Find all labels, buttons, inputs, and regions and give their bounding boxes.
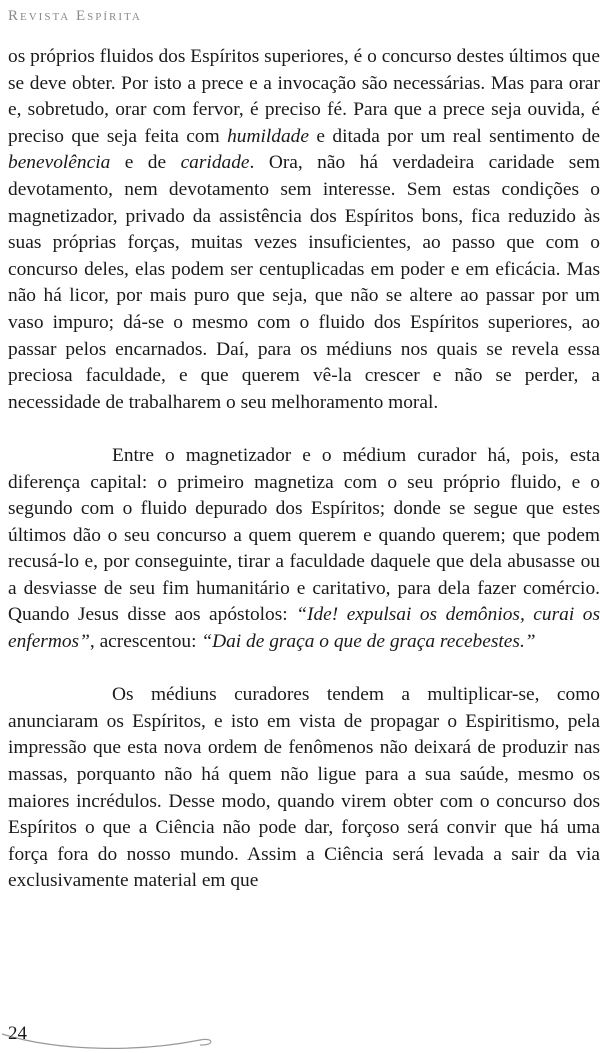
paragraph <box>8 44 600 416</box>
text-run: Os médiuns curadores tendem a multiplicar-se, como anunciaram os Espíritos, e isto em vista de propagar o Espiritismo, pela impressão que esta nova ordem de fenômenos não deixará de produzir nas massas, porquanto não há quem não ligue para a sua saúde, mesmo os maiores incrédulos. Desse modo, quando virem obter com o concurso dos Espíritos o que a Ciência não pode dar, forçoso será convir que há uma força fora do nosso mundo. Assim a Ciência será levada a sair da via exclusivamente material em que <box>8 684 600 892</box>
paragraph <box>8 682 600 895</box>
italic-run: humildade <box>227 125 309 147</box>
italic-run: caridade <box>180 152 250 174</box>
italic-run: benevolência <box>8 152 111 174</box>
running-header: Revista Espírita <box>8 8 142 24</box>
text-run: e de <box>110 152 181 174</box>
text-run: os próprios fluidos dos Espíritos superiores, é o concurso destes últimos que se deve obter. Por isto a prece e a invocação são necessárias. Mas para orar e, sobretudo, orar com fervor, é preciso fé. Para que a prece seja ouvida, é preciso que seja feita com <box>8 46 600 147</box>
text-run: , acrescentou: <box>89 631 202 653</box>
paragraph <box>8 443 600 656</box>
text-run: e ditada por um real sentimento de <box>308 125 600 147</box>
text-run: Entre o magnetizador e o médium curador há, pois, esta diferença capital: o primeiro magnetiza com o seu próprio fluido, e o segundo com o fluido depurado dos Espíritos; donde se segue que estes últimos dão o seu concurso a quem querem e quando querem; que podem recusá-lo e, por conseguinte, tirar a faculdade daquele que dela abusasse ou a desviasse de seu fim humanitário e caritativo, para dela fazer comércio. Quando Jesus disse aos apóstolos: <box>8 444 600 626</box>
body-text <box>8 44 600 895</box>
footer-swash <box>0 1030 260 1053</box>
quote-run: “Dai de graça o que de graça recebestes.” <box>201 631 536 653</box>
page-number: 24 <box>8 1023 27 1044</box>
quote-run: “Ide! expulsai os demônios, curai os enfermos” <box>8 604 600 653</box>
text-run: . Ora, não há verdadeira caridade sem devotamento, nem devotamento sem interesse. Sem estas condições o magnetizador, privado da assistência dos Espíritos bons, fica reduzido às suas próprias forças, muitas vezes insuficientes, ao passo que com o concurso deles, elas podem ser centuplicadas em poder e em eficácia. Mas não há licor, por mais puro que seja, que não se altere ao passar por um vaso impuro; dá-se o mesmo com o fluido dos Espíritos superiores, ao passar pelos encarnados. Daí, para os médiuns nos quais se revela essa preciosa faculdade, e que querem vê-la crescer e não se perder, a necessidade de trabalharem o seu melhoramento moral. <box>8 152 601 413</box>
